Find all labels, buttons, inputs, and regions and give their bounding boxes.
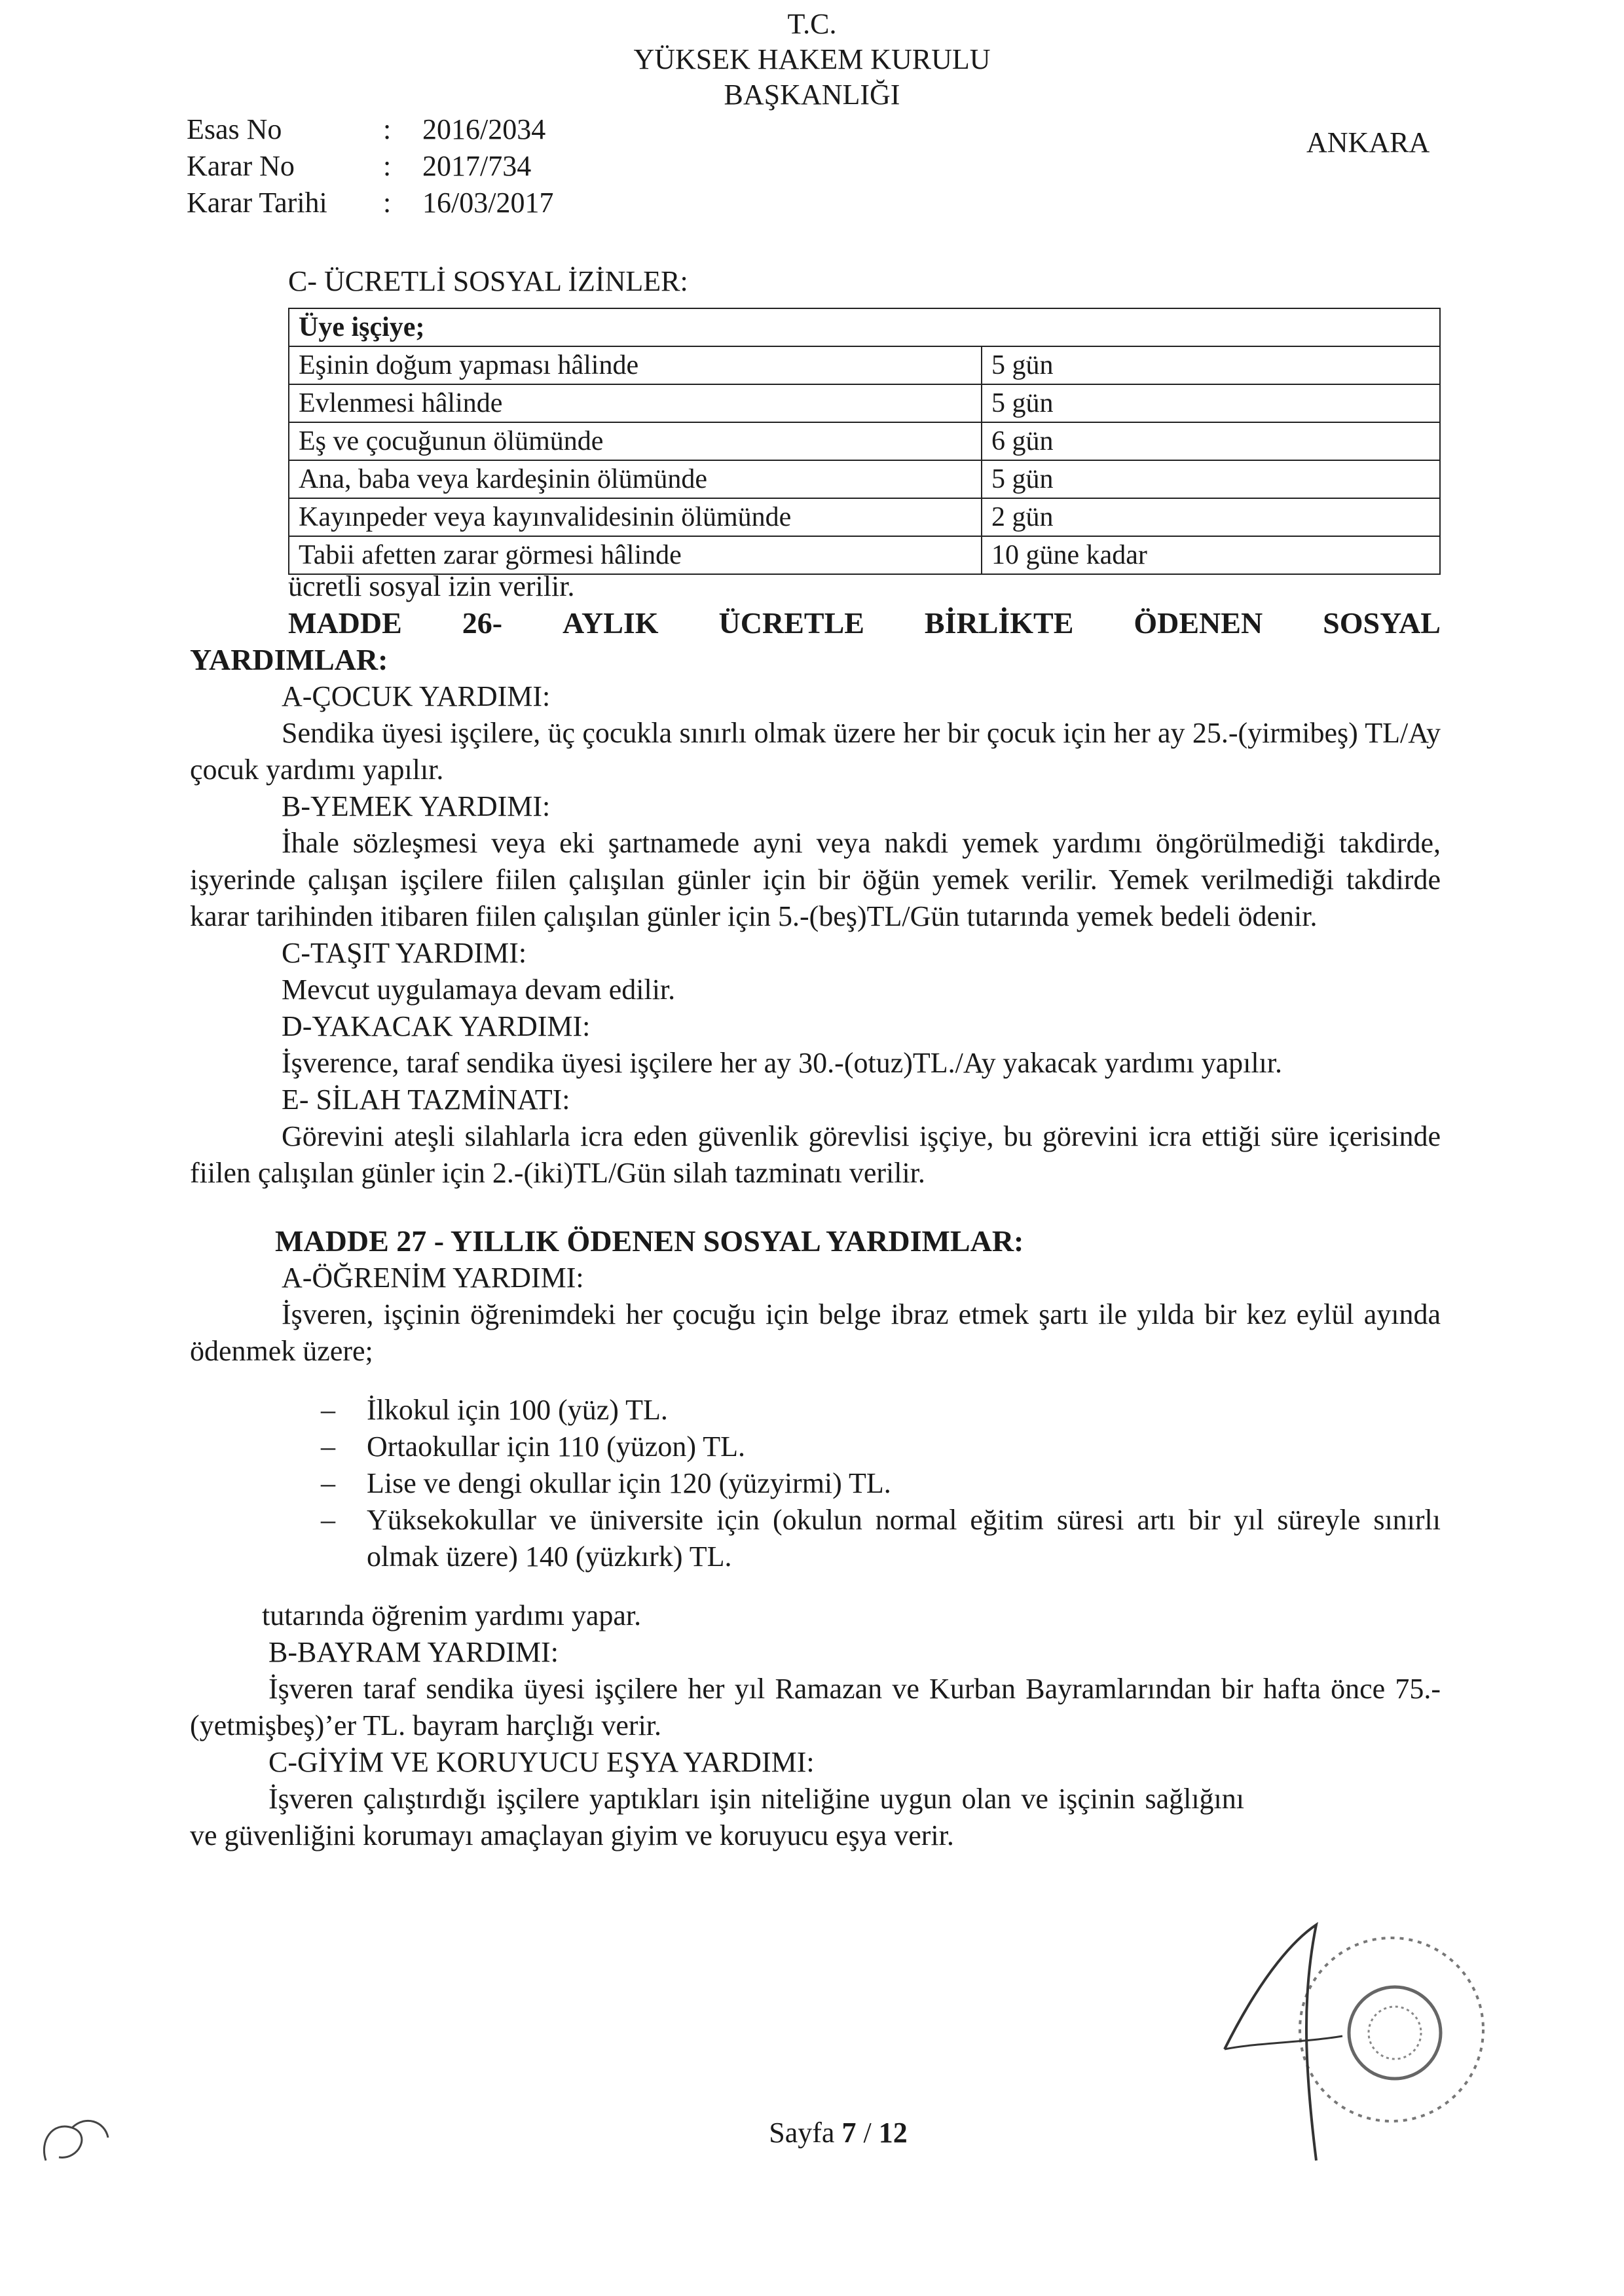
madde26-e-title: E- SİLAH TAZMİNATI: (282, 1084, 570, 1116)
header-city: ANKARA (1306, 126, 1430, 158)
header-institution: YÜKSEK HAKEM KURULU (633, 43, 991, 75)
meta-karar-no: Karar No : 2017/734 (187, 150, 532, 182)
leave-label: Kayınpeder veya kayınvalidesinin ölümünde (289, 498, 982, 536)
madde26-a-text: Sendika üyesi işçilere, üç çocukla sınırlı olmak üzere her bir çocuk için her ay 25.-(yirmibeş) TL/Ay çocuk yardımı yapılır. (190, 717, 1441, 786)
leave-days: 10 güne kadar (982, 536, 1440, 574)
table-row (289, 460, 1440, 498)
madde26-d-text: İşverence, taraf sendika üyesi işçilere her ay 30.-(otuz)TL./Ay yakacak yardımı yapılır. (282, 1047, 1282, 1079)
document-body (190, 568, 1441, 1854)
leave-days: 5 gün (982, 346, 1440, 384)
madde27-a-text: İşveren, işçinin öğrenimdeki her çocuğu için belge ibraz etmek şartı ile yılda bir kez eylül ayında ödenmek üzere; (190, 1298, 1441, 1367)
leave-label: Evlenmesi hâlinde (289, 384, 982, 422)
madde26-e-text: Görevini ateşli silahlarla icra eden güvenlik görevlisi işçiye, bu görevini icra ettiği süre içerisinde fiilen çalışılan günler için 2.-(iki)TL/Gün silah tazminatı verilir. (190, 1120, 1441, 1189)
list-item: – Yüksekokullar ve üniversite için (okulun normal eğitim süresi artı bir yıl süreyle sınırlı olmak üzere) 140 (yüzkırk) TL. (321, 1502, 1441, 1575)
list-item: – İlkokul için 100 (yüz) TL. (321, 1392, 1441, 1429)
leave-days: 5 gün (982, 460, 1440, 498)
madde27-a-title: A-ÖĞRENİM YARDIMI: (282, 1262, 584, 1294)
table-row (289, 308, 1440, 346)
table-row (289, 498, 1440, 536)
madde27-a-after: tutarında öğrenim yardımı yapar. (262, 1599, 642, 1631)
list-item: – Ortaokullar için 110 (yüzon) TL. (321, 1429, 1441, 1465)
leave-table (288, 308, 1441, 575)
page-number: Sayfa 7 / 12 (769, 2117, 908, 2149)
meta-karar-tarihi: Karar Tarihi : 16/03/2017 (187, 187, 554, 219)
leave-label: Eşinin doğum yapması hâlinde (289, 346, 982, 384)
madde26-c-title: C-TAŞIT YARDIMI: (282, 937, 527, 969)
table-row (289, 384, 1440, 422)
table-row (289, 346, 1440, 384)
document-header (550, 7, 1074, 113)
madde26-b-text: İhale sözleşmesi veya eki şartnamede ayni veya nakdi yemek yardımı öngörülmediği takdirde, işyerinde çalışan işçilere fiilen çalışılan günler için bir öğün yemek verilir. Yemek verilmediği takdirde karar tarihinden itibaren fiilen çalışılan günler için 5.-(beş)TL/Gün tutarında yemek bedeli ödenir. (190, 827, 1441, 932)
header-presidency: BAŞKANLIĞI (724, 79, 900, 111)
margin-scribble-icon (33, 2102, 118, 2174)
madde26-d-title: D-YAKACAK YARDIMI: (282, 1010, 591, 1042)
madde26-heading-line2: YARDIMLAR: (190, 643, 388, 676)
leave-label: Eş ve çocuğunun ölümünde (289, 422, 982, 460)
madde26-c-text: Mevcut uygulamaya devam edilir. (282, 974, 676, 1006)
madde26-a-title: A-ÇOCUK YARDIMI: (282, 680, 551, 712)
madde27-b-title: B-BAYRAM YARDIMI: (268, 1636, 559, 1668)
madde27-heading: MADDE 27 - YILLIK ÖDENEN SOSYAL YARDIMLAR: (275, 1224, 1024, 1258)
meta-esas-no: Esas No : 2016/2034 (187, 113, 546, 145)
leave-days: 2 gün (982, 498, 1440, 536)
leave-label: Tabii afetten zarar görmesi hâlinde (289, 536, 982, 574)
section-c-title: C- ÜCRETLİ SOSYAL İZİNLER: (288, 265, 688, 297)
table-header-cell: Üye işçiye; (289, 308, 1440, 346)
table-row (289, 422, 1440, 460)
leave-label: Ana, baba veya kardeşinin ölümünde (289, 460, 982, 498)
education-aid-list (321, 1392, 1441, 1575)
madde26-b-title: B-YEMEK YARDIMI: (282, 790, 551, 822)
official-stamp-icon (1205, 1912, 1519, 2174)
list-item: – Lise ve dengi okullar için 120 (yüzyirmi) TL. (321, 1465, 1441, 1502)
leave-days: 5 gün (982, 384, 1440, 422)
madde27-c-text: İşveren çalıştırdığı işçilere yaptıkları işin niteliğine uygun olan ve işçinin sağlığını ve güvenliğini korumayı amaçlayan giyim ve koruyucu eşya verir. (190, 1783, 1244, 1851)
case-meta (187, 111, 553, 221)
header-tc: T.C. (787, 8, 837, 40)
section-c-after: ücretli sosyal izin verilir. (288, 570, 575, 602)
madde27-c-title: C-GİYİM VE KORUYUCU EŞYA YARDIMI: (268, 1746, 815, 1778)
madde27-b-text: İşveren taraf sendika üyesi işçilere her yıl Ramazan ve Kurban Bayramlarından bir hafta önce 75.-(yetmişbeş)’er TL. bayram harçlığı verir. (190, 1673, 1441, 1741)
leave-days: 6 gün (982, 422, 1440, 460)
madde26-heading: MADDE 26- AYLIK ÜCRETLE BİRLİKTE ÖDENEN SOSYAL (288, 606, 1441, 640)
